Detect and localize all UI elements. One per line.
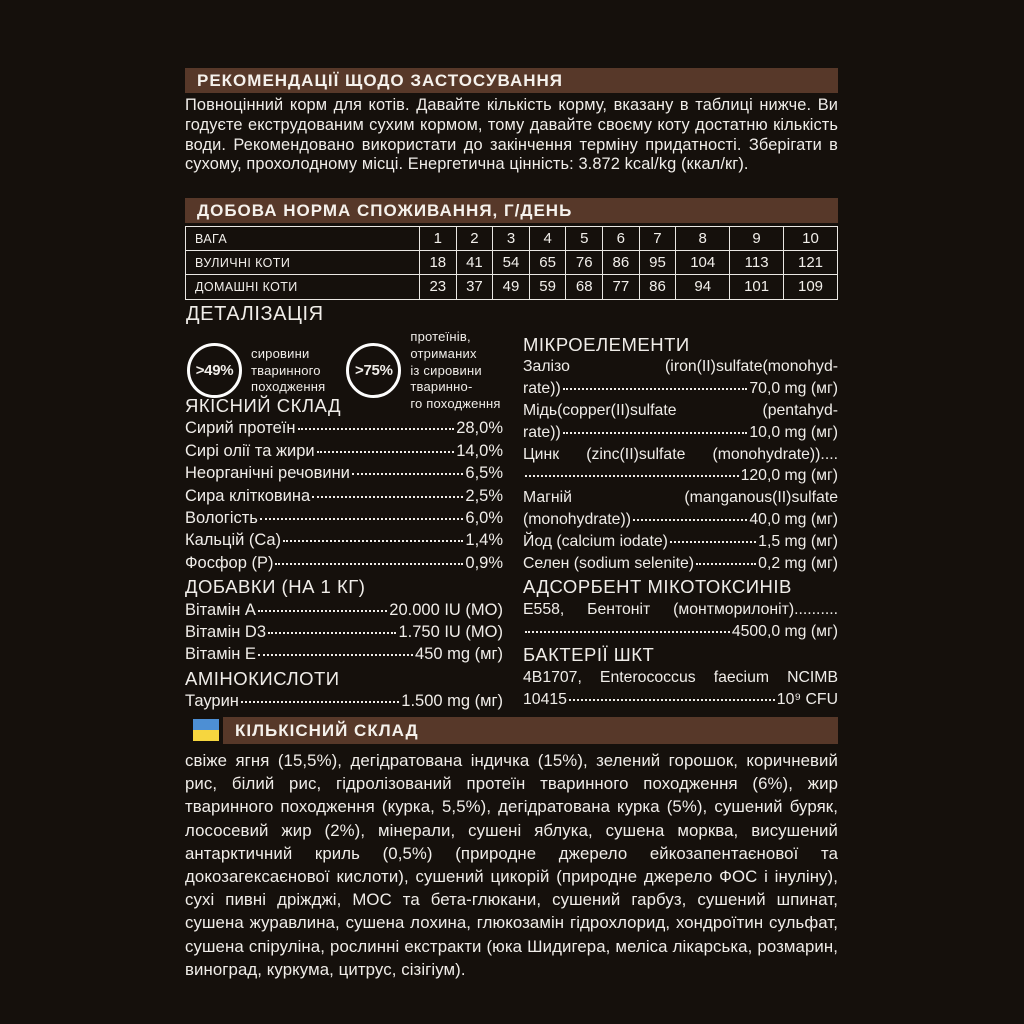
table-cell: 49 <box>493 275 530 299</box>
table-cell: 9 <box>730 227 784 251</box>
flag-blue-stripe <box>193 719 219 730</box>
gut-bacteria-list <box>523 667 838 711</box>
dot-leader-icon <box>258 654 413 656</box>
table-cell: 101 <box>730 275 784 299</box>
dot-leader-icon <box>696 563 756 565</box>
table-cell: 5 <box>566 227 603 251</box>
composition-header <box>223 717 838 744</box>
nutrient-label: Селен (sodium selenite) <box>523 554 695 572</box>
nutrient-label: Кальцій (Ca) <box>185 531 282 550</box>
nutrient-label: Неорганічні речовини <box>185 464 350 483</box>
entry-line: 4B1707, Enterococcus faecium NCIMB <box>523 668 838 686</box>
dot-leader-icon <box>563 388 748 390</box>
badge-label-line: тваринного <box>251 362 321 378</box>
table-cell: 23 <box>420 275 457 299</box>
nutrient-row <box>523 553 838 575</box>
dot-leader-icon <box>312 496 463 498</box>
badge-label <box>251 346 325 396</box>
entry-line: Магній (manganous(II)sulfate <box>523 489 838 507</box>
table-cell: 4 <box>529 227 566 251</box>
table-cell: 37 <box>456 275 493 299</box>
table-row <box>186 275 838 299</box>
nutrient-row <box>523 621 838 643</box>
nutrient-label: Йод (calcium iodate) <box>523 532 668 550</box>
nutrient-value: 10,0 mg (мг) <box>749 423 838 441</box>
analysis-right-column <box>523 334 838 710</box>
table-cell: 77 <box>603 275 640 299</box>
nutrient-row <box>185 417 503 439</box>
badge-label-line: походження <box>251 379 326 395</box>
nutrient-row <box>185 552 503 574</box>
nutrient-label: (monohydrate)) <box>523 510 631 528</box>
dot-leader-icon <box>258 610 387 612</box>
nutrient-row <box>523 465 838 487</box>
dot-leader-icon <box>241 701 399 703</box>
badge-label-line: протеїнів, отриманих <box>410 329 477 361</box>
nutrient-label: Вітамін A <box>185 600 256 619</box>
dot-leader-icon <box>298 428 455 430</box>
nutrient-value: 450 mg (мг) <box>415 645 503 664</box>
entry-line: Мідь(copper(II)sulfate (pentahyd- <box>523 402 838 419</box>
dot-leader-icon <box>569 699 775 701</box>
nutrient-row <box>185 462 503 484</box>
flag-yellow-stripe <box>193 730 219 741</box>
mycotoxin-adsorbent-list <box>523 599 838 643</box>
recommendations-text: Повноцінний корм для котів. Давайте кількість корму, вказану в таблиці нижче. Ви годуєте екструдованим сухим кормом, тому давайте своєму коту достатню кількість води. Рекомендовано використати до закінчення терміну придатності. Зберігати в сухому, прохолодному місці. Енергетична цінність: 3.872 kcal/kg (ккал/кг). <box>185 96 838 174</box>
nutrient-value: 4500,0 mg (мг) <box>731 622 838 640</box>
table-cell: 113 <box>730 251 784 275</box>
nutrient-row <box>185 643 503 665</box>
ukraine-flag-icon <box>193 719 219 741</box>
dot-leader-icon <box>317 451 455 453</box>
analysis-left-column <box>185 395 503 713</box>
nutrient-value: 28,0% <box>456 419 503 438</box>
nutrient-value: 20.000 IU (МО) <box>389 600 503 619</box>
nutrient-row <box>185 440 503 462</box>
table-cell: 109 <box>784 275 838 299</box>
feeding-table-body <box>186 227 838 300</box>
nutrient-value: 1.500 mg (мг) <box>401 692 503 711</box>
entry-line: Залізо (iron(II)sulfate(monohyd- <box>523 358 838 376</box>
table-cell: 95 <box>639 251 676 275</box>
qualitative-list <box>185 417 503 574</box>
badge-label-line: із сировини тваринно- <box>410 362 482 395</box>
nutrient-value: 6,5% <box>465 464 503 483</box>
dot-leader-icon <box>260 518 463 520</box>
badge-label-line: го походження <box>410 396 501 412</box>
nutrient-value: 0,2 mg (мг) <box>758 554 838 572</box>
table-cell: 2 <box>456 227 493 251</box>
entry-line: Цинк (zinc(II)sulfate (monohydrate)).... <box>523 445 838 463</box>
dot-leader-icon <box>670 541 756 543</box>
nutrient-label: Вітамін E <box>185 645 256 664</box>
nutrient-value: 1,4% <box>465 531 503 550</box>
table-cell: 59 <box>529 275 566 299</box>
mycotoxin-adsorbent-title: АДСОРБЕНТ МІКОТОКСИНІВ <box>523 576 792 598</box>
nutrient-label: rate)) <box>523 380 561 398</box>
nutrient-row <box>185 507 503 529</box>
table-cell: 68 <box>566 275 603 299</box>
row-label: ДОМАШНІ КОТИ <box>186 275 420 299</box>
table-cell: 104 <box>676 251 730 275</box>
recommendations-title: РЕКОМЕНДАЦІЇ ЩОДО ЗАСТОСУВАННЯ <box>197 70 564 90</box>
nutrient-value: 2,5% <box>465 486 503 505</box>
nutrient-label: Фосфор (P) <box>185 553 274 572</box>
row-label: ВАГА <box>186 227 420 251</box>
badge-label-line: сировини <box>251 345 310 361</box>
nutrient-value: 0,9% <box>465 553 503 572</box>
nutrient-row <box>185 529 503 551</box>
nutrient-row <box>523 689 838 711</box>
percent-circle-icon: >75% <box>346 343 401 398</box>
table-cell: 8 <box>676 227 730 251</box>
composition-title: КІЛЬКІСНИЙ СКЛАД <box>235 720 419 740</box>
table-cell: 41 <box>456 251 493 275</box>
detail-title: ДЕТАЛІЗАЦІЯ <box>186 303 324 325</box>
dot-leader-icon <box>268 632 396 634</box>
composition-text: свіже ягня (15,5%), дегідратована індичка (15%), зелений горошок, коричневий рис, білий рис, гідролізований протеїн тваринного походження (6%), жир тваринного походження (курка, 5,5%), дегідратована курка (5%), сушений буряк, лососевий жир (2%), мінерали, сушені яблука, сушена морква, висушений антарктичний криль (0,5%) (природне джерело ейкозапентаєнової та докозагексаєнової кислоти), сушений цикорій (природне джерело ФОС і інуліну), сухі пивні дріжджі, МОС та бета-глюкани, сушений гарбуз, сушений шпинат, сушена журавлина, сушена лохина, глюкозамін гідрохлорид, хондроїтин сульфат, сушена спіруліна, рослинні екстракти (юка Шидигера, меліса лікарська, розмарин, виноград, куркума, цитрус, сізігіум). <box>185 751 838 979</box>
table-row <box>186 251 838 275</box>
table-cell: 121 <box>784 251 838 275</box>
nutrient-label: rate)) <box>523 423 561 441</box>
table-cell: 76 <box>566 251 603 275</box>
nutrient-value: 1,5 mg (мг) <box>758 532 838 550</box>
nutrient-value: 6,0% <box>465 509 503 528</box>
nutrient-label: Вологість <box>185 509 258 528</box>
percent-circle-icon: >49% <box>187 343 242 398</box>
dot-leader-icon <box>563 432 748 434</box>
dot-leader-icon <box>275 563 463 565</box>
row-label: ВУЛИЧНІ КОТИ <box>186 251 420 275</box>
table-cell: 3 <box>493 227 530 251</box>
nutrient-row <box>185 621 503 643</box>
nutrient-label: Сира клітковина <box>185 486 311 505</box>
nutrient-value: 70,0 mg (мг) <box>749 380 838 398</box>
dot-leader-icon <box>352 473 463 475</box>
nutrient-label: 10415 <box>523 690 567 708</box>
nutrient-row <box>185 690 503 712</box>
nutrient-label: Таурин <box>185 692 239 711</box>
recommendations-header <box>185 68 838 93</box>
nutrient-value: 14,0% <box>456 441 503 460</box>
nutrient-row <box>523 509 838 531</box>
dot-leader-icon <box>525 475 739 477</box>
nutrient-label: Вітамін D3 <box>185 623 267 642</box>
table-cell: 86 <box>639 275 676 299</box>
amino-acids-title: АМІНОКИСЛОТИ <box>185 667 340 689</box>
table-cell: 18 <box>420 251 457 275</box>
feeding-table <box>185 226 838 300</box>
trace-elements-list <box>523 356 838 574</box>
table-cell: 94 <box>676 275 730 299</box>
qualitative-title: ЯКІСНИЙ СКЛАД <box>185 395 341 416</box>
nutrient-row <box>185 599 503 621</box>
trace-elements-title: МІКРОЕЛЕМЕНТИ <box>523 334 690 355</box>
table-cell: 1 <box>420 227 457 251</box>
nutrient-label: Сирі олії та жири <box>185 441 315 460</box>
nutrient-row <box>523 422 838 444</box>
table-row <box>186 227 838 251</box>
dot-leader-icon <box>633 519 747 521</box>
table-cell: 6 <box>603 227 640 251</box>
entry-line: E558, Бентоніт (монтморилоніт).......... <box>523 600 838 618</box>
table-cell: 86 <box>603 251 640 275</box>
additives-list <box>185 599 503 666</box>
nutrient-value: 120,0 mg (мг) <box>740 467 838 485</box>
nutrient-row <box>523 531 838 553</box>
table-cell: 7 <box>639 227 676 251</box>
amino-acids-list <box>185 690 503 712</box>
table-cell: 54 <box>493 251 530 275</box>
nutrient-value: 40,0 mg (мг) <box>749 510 838 528</box>
dot-leader-icon <box>525 631 730 633</box>
table-cell: 10 <box>784 227 838 251</box>
nutrient-row <box>185 485 503 507</box>
daily-norm-title: ДОБОВА НОРМА СПОЖИВАННЯ, Г/ДЕНЬ <box>197 200 573 220</box>
nutrient-row <box>523 378 838 400</box>
gut-bacteria-title: БАКТЕРІЇ ШКТ <box>523 644 655 666</box>
table-cell: 65 <box>529 251 566 275</box>
daily-norm-header <box>185 198 838 223</box>
nutrient-value: 1.750 IU (МО) <box>398 623 503 642</box>
dot-leader-icon <box>283 540 463 542</box>
nutrient-value: 10⁹ CFU <box>776 690 838 708</box>
additives-title: ДОБАВКИ (НА 1 КГ) <box>185 576 366 598</box>
nutrient-label: Сирий протеїн <box>185 419 296 438</box>
